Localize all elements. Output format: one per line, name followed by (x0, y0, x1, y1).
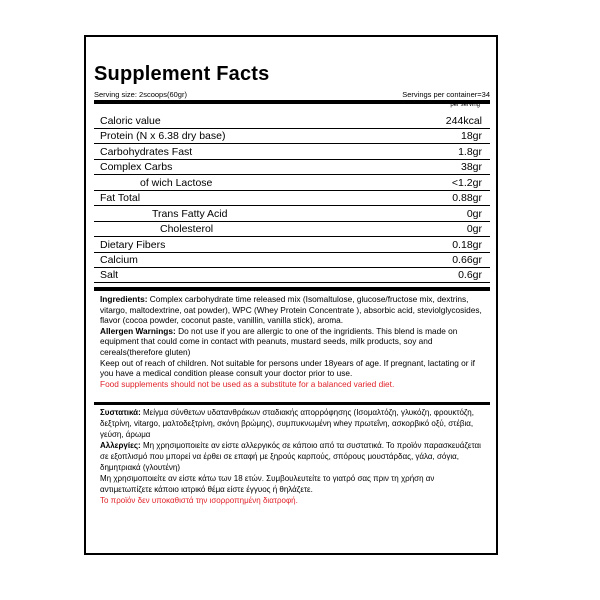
ingredients-text: Complex carbohydrate time released mix (Isomaltulose, glucose/fructose mix, dextrins, vitargo, maltodextrine, oat powder), WPC (Whey Protein Concentrate ), absorbic acid, steviolglycosides, flavor (cocoa powder, coconut paste, vanillin, vanilla stick), aroma. (100, 294, 482, 326)
nutrient-name: Trans Fatty Acid (152, 207, 228, 220)
nutrient-row (94, 128, 490, 144)
nutrient-row (94, 267, 490, 283)
greek-ingredients-paragraph (100, 407, 485, 440)
allergen-paragraph (100, 326, 485, 358)
greek-allergen-label: Αλλεργίες: (100, 441, 141, 450)
nutrient-row (94, 112, 490, 128)
label-title: Supplement Facts (94, 63, 270, 85)
nutrient-name: Protein (N x 6.38 dry base) (100, 130, 226, 142)
nutrient-value: <1.2gr (451, 176, 482, 189)
nutrient-row (94, 174, 490, 190)
nutrient-value: 0.88gr (452, 192, 482, 204)
supplement-warning: Food supplements should not be used as a substitute for a balanced varied diet. (100, 378, 395, 389)
greek-allergen-paragraph (100, 440, 485, 473)
nutrient-row (94, 205, 490, 221)
thick-divider-bottom (94, 402, 490, 405)
greek-ingredients-text: Μείγμα σύνθετων υδατανθράκων σταδιακής απορρόφησης (Ισομαλτόζη, γλυκόζη, φρουκτόζη, δεξτρίνη, vitargo, μαλτοδεξτρίνη, σκόνη βρώμης), συμπυκνωμένη whey πρωτεΐνη, ασκορβικό οξύ, στέβια, γεύση, άρωμα (100, 408, 474, 439)
nutrient-value: 0.66gr (452, 254, 482, 266)
ingredients-paragraph (100, 294, 485, 326)
nutrient-value: 0.18gr (452, 238, 482, 251)
keep-out-text: Keep out of reach of children. Not suitable for persons under 18years of age. If pregnant, lactating or if you have a medical condition please consult your doctor prior to use. (100, 357, 475, 379)
nutrient-value: 1.8gr (458, 145, 482, 158)
nutrient-value: 18gr (460, 130, 482, 142)
serving-size: Serving size: 2scoops(60gr) (94, 90, 187, 99)
nutrient-name: Complex Carbs (100, 161, 173, 173)
nutrient-name: Carbohydrates Fast (100, 145, 193, 158)
serving-info (94, 90, 490, 99)
english-text-block (100, 294, 485, 389)
nutrient-row (94, 143, 490, 159)
nutrient-value: 244kcal (445, 114, 482, 127)
per-serving-label: per serving (450, 102, 480, 108)
nutrient-value: 0gr (466, 207, 482, 220)
nutrient-name: Dietary Fibers (100, 238, 166, 251)
nutrient-name: Calcium (100, 254, 138, 266)
nutrient-name: Fat Total (100, 192, 141, 204)
nutrient-row (94, 190, 490, 206)
nutrient-row (94, 159, 490, 175)
greek-supplement-warning: Το προϊόν δεν υποκαθιστά την ισορροπημένη διατροφή. (100, 496, 298, 505)
thick-divider-middle (94, 287, 490, 291)
greek-allergen-text: Μη χρησιμοποιείτε αν είστε αλλεργικός σε κάποιο από τα συστατικά. Το προϊόν παρασκευάζεται σε εξοπλισμό που μπορεί να έρθει σε επαφή με ξηρούς καρπούς, σπόρους μουστάρδας, γάλα, σόγια, δημητριακά (γλουτένη) (100, 441, 481, 472)
nutrient-name: of wich Lactose (140, 176, 213, 189)
ingredients-label: Ingredients: (100, 294, 148, 304)
nutrient-value: 38gr (460, 161, 482, 173)
greek-text-block (100, 407, 485, 506)
greek-keep-out-text: Μη χρησιμοποιείτε αν είστε κάτω των 18 ετών. Συμβουλευτείτε το γιατρό σας πριν τη χρήση αν αντιμετωπίζετε κάποιο ιατρικό θέμα είστε έγγυος ή θηλάζετε. (100, 474, 435, 494)
allergen-text: Do not use if you are allergic to one of the ingridients. This blend is made on equipment that could come in contact with peanuts, mustard seeds, milk products, soy and cereals(therefore gluten) (100, 325, 458, 357)
servings-per-container: Servings per container=34 (402, 90, 490, 99)
thick-divider-top (94, 100, 490, 104)
allergen-label: Allergen Warnings: (100, 325, 176, 336)
nutrient-value: 0.6gr (458, 268, 482, 281)
nutrient-row (94, 221, 490, 237)
nutrient-name: Salt (100, 268, 119, 281)
nutrient-table (94, 112, 490, 283)
nutrient-name: Caloric value (100, 114, 161, 127)
greek-ingredients-label: Συστατικά: (100, 408, 141, 417)
nutrient-name: Cholesterol (160, 223, 214, 235)
nutrient-value: 0gr (466, 223, 482, 235)
nutrient-row (94, 252, 490, 268)
nutrient-row (94, 236, 490, 252)
supplement-facts-label (84, 35, 498, 555)
